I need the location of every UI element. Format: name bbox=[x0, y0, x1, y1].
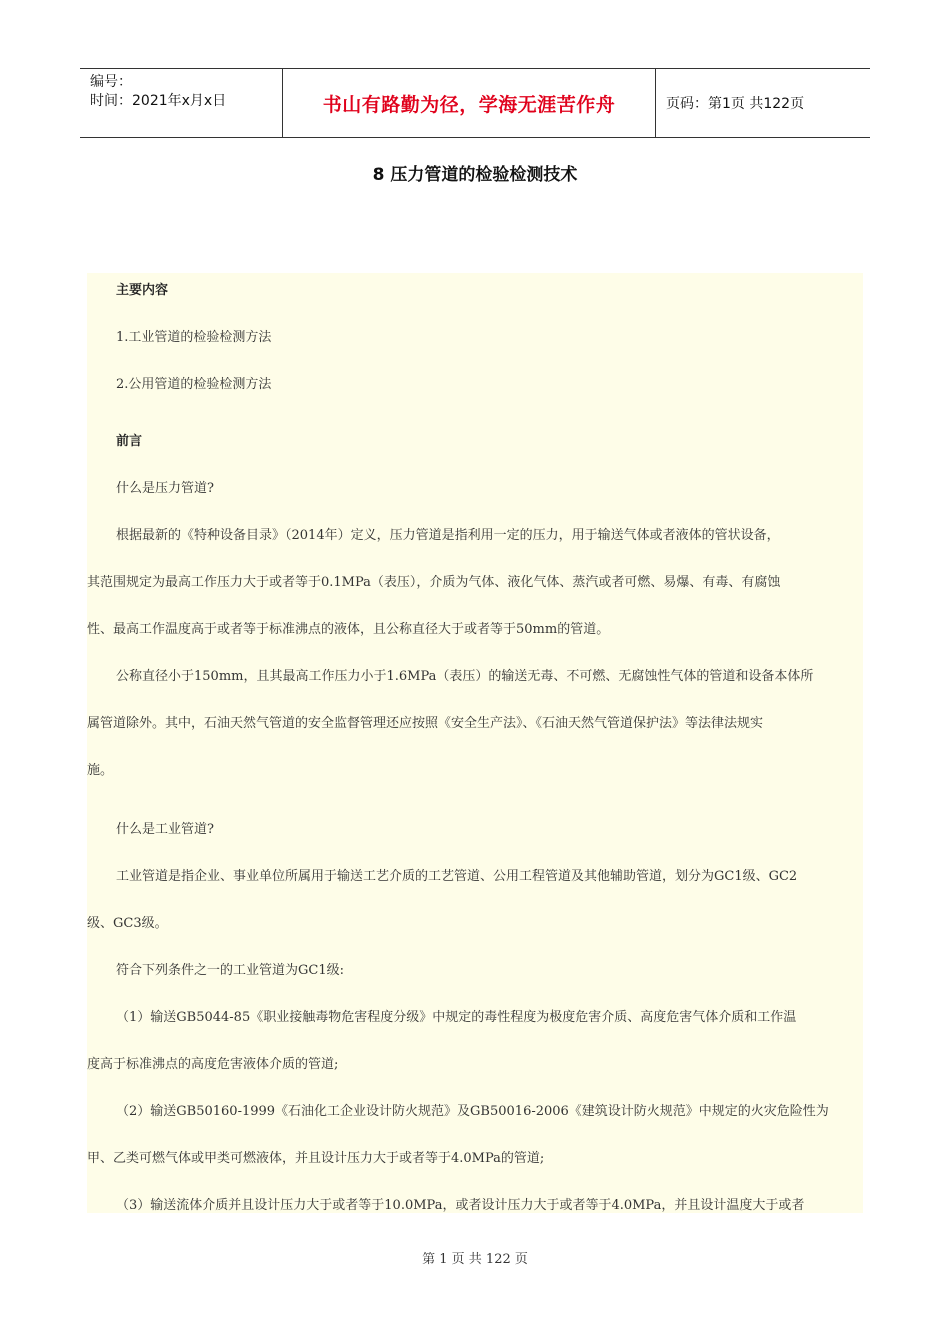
paragraph-line: 公称直径小于150mm，且其最高工作压力小于1.6MPa（表压）的输送无毒、不可燃、无腐蚀性气体的管道和设备本体所 bbox=[116, 669, 814, 684]
paragraph-line: 度高于标准沸点的高度危害液体介质的管道; bbox=[87, 1057, 339, 1072]
paragraph-line: 属管道除外。其中，石油天然气管道的安全监督管理还应按照《安全生产法》、《石油天然气管道保护法》等法律法规实 bbox=[87, 716, 764, 731]
header-motto: 书山有路勤为径，学海无涯苦作舟 bbox=[322, 93, 616, 116]
paragraph-line: （2）输送GB50160-1999《石油化工企业设计防火规范》及GB50016-2006《建筑设计防火规范》中规定的火灾危险性为 bbox=[116, 1104, 829, 1119]
header-meta bbox=[80, 69, 282, 137]
paragraph-line: 什么是工业管道? bbox=[116, 822, 214, 837]
document-time: 时间：2021年x月x日 bbox=[90, 93, 227, 109]
paragraph-line: 施。 bbox=[87, 763, 114, 778]
document-number-label: 编号： bbox=[90, 74, 132, 90]
section-heading-main-content: 主要内容 bbox=[116, 283, 169, 298]
paragraph-line: （1）输送GB5044-85《职业接触毒物危害程度分级》中规定的毒性程度为极度危害介质、高度危害气体介质和工作温 bbox=[116, 1010, 797, 1025]
page-footer: 第 1 页 共 122 页 bbox=[422, 1252, 528, 1267]
paragraph-line: 其范围规定为最高工作压力大于或者等于0.1MPa（表压），介质为气体、液化气体、蒸汽或者可燃、易爆、有毒、有腐蚀 bbox=[87, 575, 781, 590]
paragraph-line: 级、GC3级。 bbox=[87, 916, 168, 931]
list-item: 2.公用管道的检验检测方法 bbox=[116, 377, 272, 392]
paragraph-line: （3）输送流体介质并且设计压力大于或者等于10.0MPa，或者设计压力大于或者等于4.0MPa，并且设计温度大于或者 bbox=[116, 1198, 805, 1213]
paragraph-line: 根据最新的《特种设备目录》（2014年）定义，压力管道是指利用一定的压力，用于输送气体或者液体的管状设备， bbox=[116, 528, 780, 543]
section-heading-preface: 前言 bbox=[116, 434, 143, 449]
header-page-info: 页码：第1页 共122页 bbox=[666, 96, 805, 112]
page-header bbox=[80, 68, 870, 138]
paragraph-line: 符合下列条件之一的工业管道为GC1级: bbox=[116, 963, 344, 978]
document-title: 8 压力管道的检验检测技术 bbox=[372, 165, 578, 185]
paragraph-line: 性、最高工作温度高于或者等于标准沸点的液体，且公称直径大于或者等于50mm的管道。 bbox=[87, 622, 610, 637]
list-item: 1.工业管道的检验检测方法 bbox=[116, 330, 272, 345]
paragraph-line: 甲、乙类可燃气体或甲类可燃液体，并且设计压力大于或者等于4.0MPa的管道; bbox=[87, 1151, 545, 1166]
content-area bbox=[87, 273, 863, 1213]
paragraph-line: 工业管道是指企业、事业单位所属用于输送工艺介质的工艺管道、公用工程管道及其他辅助管道，划分为GC1级、GC2 bbox=[116, 869, 798, 884]
header-motto-cell bbox=[282, 69, 656, 137]
paragraph-line: 什么是压力管道? bbox=[116, 481, 214, 496]
